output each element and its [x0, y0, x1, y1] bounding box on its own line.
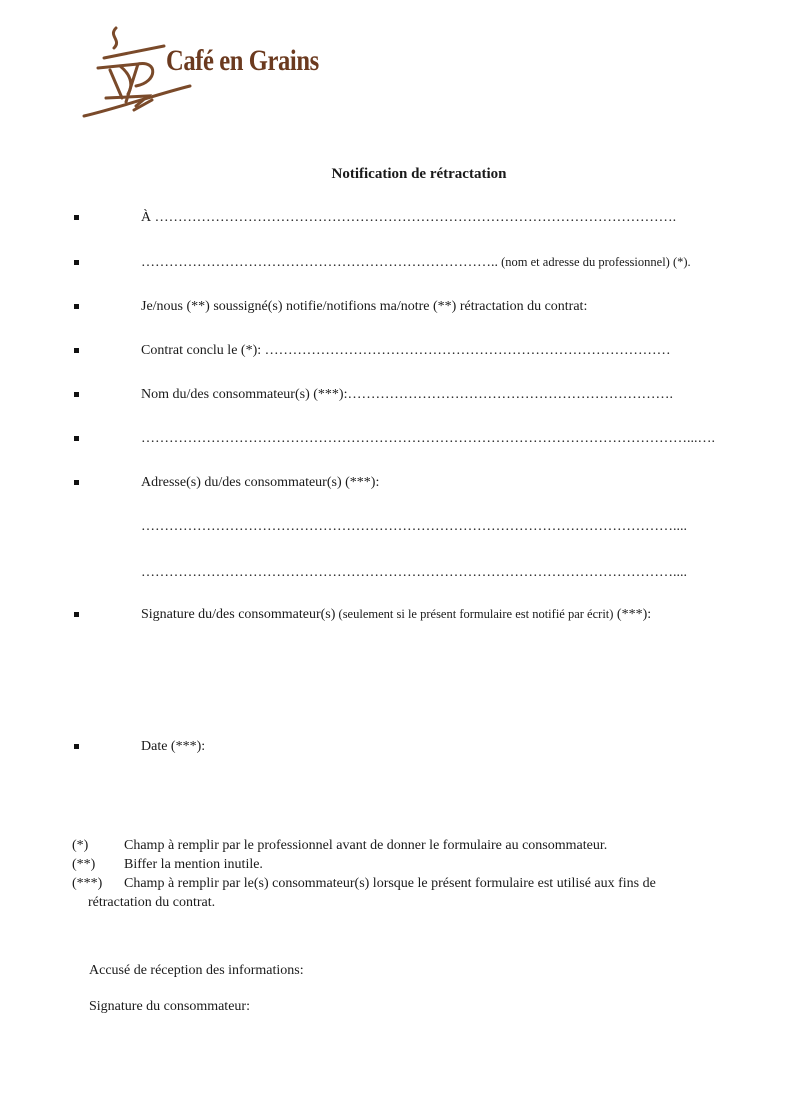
footnotes: [72, 836, 752, 912]
recipient-hint: (nom et adresse du professionnel) (*).: [498, 255, 691, 269]
footnote-text: Champ à remplir par le(s) consommateur(s) lorsque le présent formulaire est utilisé aux fins de: [124, 876, 656, 891]
footnote-mark: (*): [72, 838, 89, 853]
footnote: [72, 836, 752, 855]
footnote-continuation: rétractation du contrat.: [88, 895, 216, 910]
bullet-icon: [74, 348, 79, 353]
signature-hint: (seulement si le présent formulaire est notifié par écrit): [335, 607, 614, 621]
withdrawal-statement: Je/nous (**) soussigné(s) notifie/notifions ma/notre (**) rétractation du contrat:: [141, 299, 588, 314]
bullet-icon: [74, 260, 79, 265]
acknowledgement-label: Accusé de réception des informations:: [89, 963, 304, 978]
footnote-mark: (**): [72, 857, 96, 872]
date-label: Date (***):: [141, 739, 206, 754]
bullet-icon: [74, 304, 79, 309]
recipient-address-line: …………………………………………………………………..: [141, 255, 498, 270]
bullet-icon: [74, 612, 79, 617]
signature-note-ref: (***):: [613, 607, 652, 622]
consumer-signature-label: Signature du consommateur:: [89, 999, 250, 1014]
recipient-line: À ………………………………………………………………………………………………….: [141, 210, 677, 225]
consumer-name-continuation: ………………………………………………………………………………………………………...….: [141, 431, 715, 446]
contract-date-line: Contrat conclu le (*): ……………………………………………………………………………: [141, 343, 671, 358]
signature-label: Signature du/des consommateur(s): [141, 607, 336, 622]
consumer-address-label: Adresse(s) du/des consommateur(s) (***):: [141, 475, 380, 490]
brand-name: Café en Grains: [166, 44, 319, 77]
bullet-icon: [74, 744, 79, 749]
footnote-text: Champ à remplir par le professionnel avant de donner le formulaire au consommateur.: [124, 838, 608, 853]
footnote: [72, 855, 752, 874]
footnote: [72, 874, 752, 912]
footnote-mark: (***): [72, 876, 103, 891]
consumer-address-line: ……………………………………………………………………………………………………....: [141, 565, 687, 580]
page-title: Notification de rétractation: [331, 166, 507, 182]
footnote-text: Biffer la mention inutile.: [124, 857, 263, 872]
consumer-address-line: ……………………………………………………………………………………………………....: [141, 519, 687, 534]
bullet-icon: [74, 392, 79, 397]
bullet-icon: [74, 215, 79, 220]
bullet-icon: [74, 480, 79, 485]
consumer-name-line: Nom du/des consommateur(s) (***):…………………………………………………………….: [141, 387, 673, 402]
bullet-icon: [74, 436, 79, 441]
